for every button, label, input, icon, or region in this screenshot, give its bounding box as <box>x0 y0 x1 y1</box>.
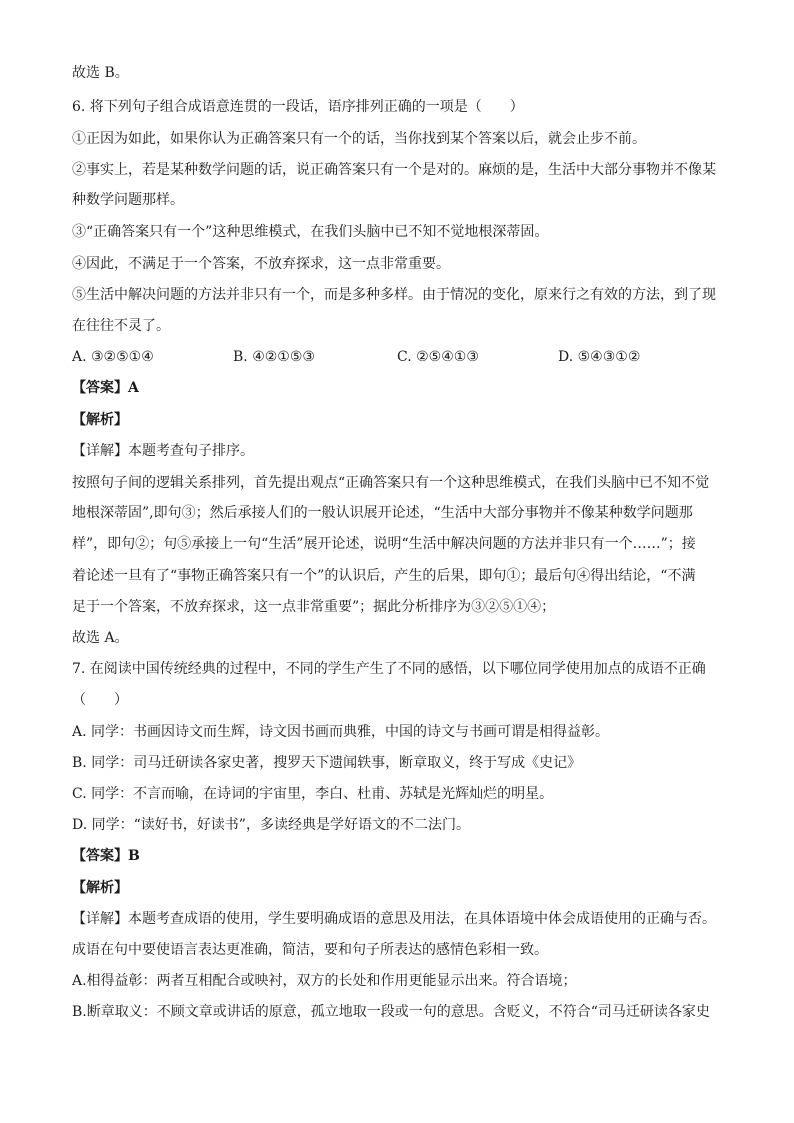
answer-label: 【答案】B <box>72 848 140 864</box>
q7-option-b: B. 同学：司马迁研读各家史著，搜罗天下遗闻轶事，断章取义，终于写成《史记》 <box>72 755 582 771</box>
analysis-label: 【解析】 <box>72 412 128 428</box>
explanation-line: 成语在句中要使语言表达更准确，简洁，要和句子所表达的感情色彩相一致。 <box>72 942 548 958</box>
detail-label: 【详解】本题考查句子排序。 <box>72 443 254 459</box>
conclusion-line: 故选 A。 <box>72 630 129 646</box>
q7-option-c: C. 同学：不言而喻，在诗词的宇宙里，李白、杜甫、苏轼是光辉灿烂的明星。 <box>72 786 554 802</box>
sentence-2: ②事实上，若是某种数学问题的话，说正确答案只有一个是对的。麻烦的是，生活中大部分事物并不像某 <box>72 162 716 178</box>
text-line: 故选 B。 <box>72 65 129 81</box>
question-7-stem: 7. 在阅读中国传统经典的过程中，不同的学生产生了不同的感悟，以下哪位同学使用加点的成语不正确 <box>72 661 706 677</box>
q7-option-a: A. 同学：书画因诗文而生辉，诗文因书画而典雅，中国的诗文与书画可谓是相得益彰。 <box>72 724 610 740</box>
option-a: A. ③②⑤①④ <box>72 349 154 365</box>
option-b: B. ④②①⑤③ <box>233 349 315 365</box>
question-7-stem-cont: （ ） <box>72 692 128 708</box>
explanation-line: 样”，即句②；句⑤承接上一句“生活”展开论述，说明“生活中解决问题的方法并非只有一个……”；接 <box>72 536 696 552</box>
explanation-line: 足于一个答案，不放弃探求，这一点非常重要”；据此分析排序为③②⑤①④； <box>72 599 556 615</box>
explanation-line: A.相得益彰：两者互相配合或映衬，双方的长处和作用更能显示出来。符合语境； <box>72 973 577 989</box>
sentence-2-cont: 种数学问题那样。 <box>72 192 184 208</box>
question-6-stem: 6. 将下列句子组合成语意连贯的一段话，语序排列正确的一项是（ ） <box>72 99 524 115</box>
answer-label: 【答案】A <box>72 380 139 396</box>
option-d: D. ⑤④③①② <box>558 349 641 365</box>
question-6-options <box>72 347 722 367</box>
analysis-label: 【解析】 <box>72 880 128 896</box>
detail-label: 【详解】本题考查成语的使用，学生要明确成语的意思及用法，在具体语境中体会成语使用的正确与否。 <box>72 911 716 927</box>
sentence-4: ④因此，不满足于一个答案，不放弃探求，这一点非常重要。 <box>72 256 450 272</box>
explanation-line: B.断章取义：不顾文章或讲话的原意，孤立地取一段或一句的意思。含贬义，不符合“司马迁研读各家史 <box>72 1004 710 1020</box>
option-c: C. ②⑤④①③ <box>397 349 479 365</box>
sentence-5-cont: 在往往不灵了。 <box>72 318 170 334</box>
sentence-3: ③“正确答案只有一个”这种思维模式，在我们头脑中已不知不觉地根深蒂固。 <box>72 224 549 240</box>
explanation-line: 按照句子间的逻辑关系排列，首先提出观点“正确答案只有一个这种思维模式，在我们头脑中已不知不觉 <box>72 475 710 491</box>
explanation-line: 地根深蒂固”,即句③；然后承接人们的一般认识展开论述，“生活中大部分事物并不像某种数学问题那 <box>72 505 693 521</box>
explanation-line: 着论述一旦有了“事物正确答案只有一个”的认识后，产生的后果，即句①；最后句④得出结论，“不满 <box>72 568 696 584</box>
sentence-5: ⑤生活中解决问题的方法并非只有一个，而是多种多样。由于情况的变化，原来行之有效的方法，到了现 <box>72 287 716 303</box>
q7-option-d: D. 同学：“读好书，好读书”，多读经典是学好语文的不二法门。 <box>72 817 470 833</box>
sentence-1: ①正因为如此，如果你认为正确答案只有一个的话，当你找到某个答案以后，就会止步不前。 <box>72 131 646 147</box>
